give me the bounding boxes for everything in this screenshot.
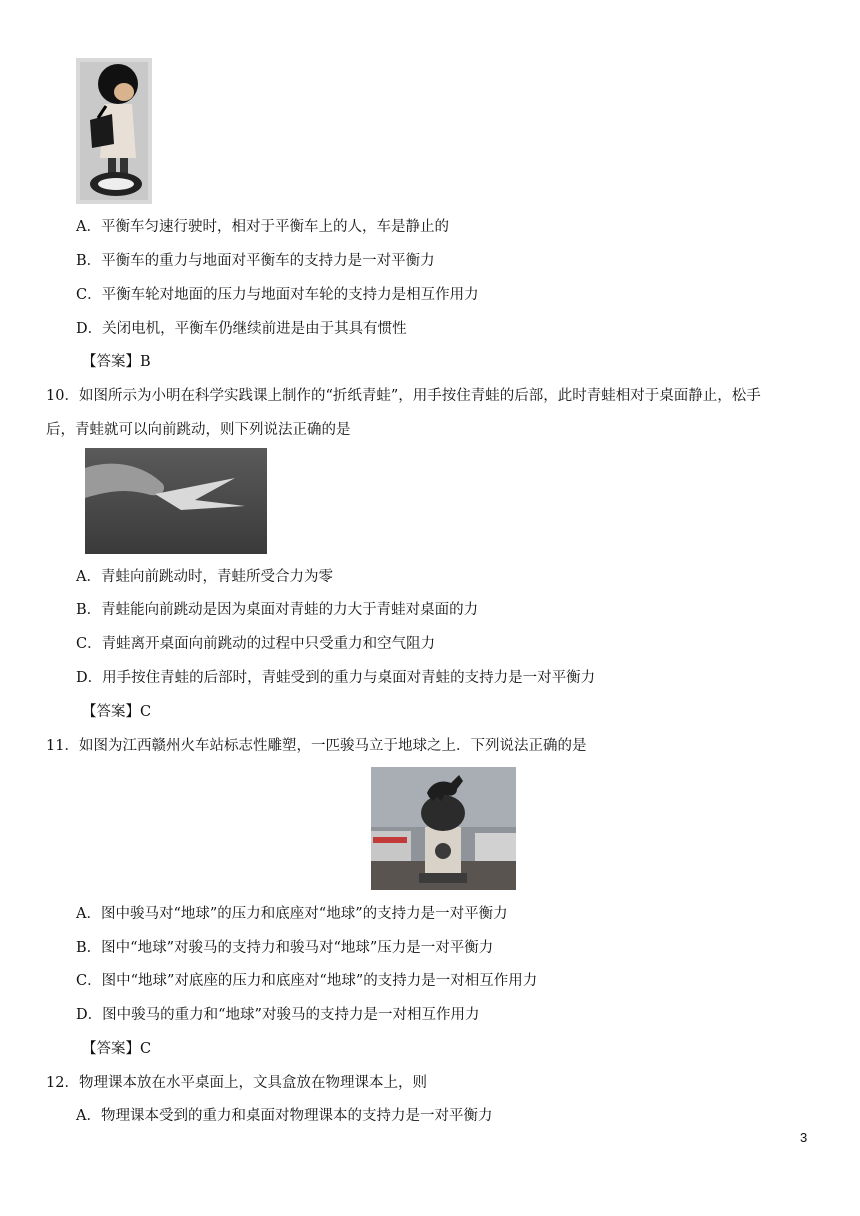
page-number: 3 xyxy=(800,1130,808,1145)
q10-option-b: B．青蛙能向前跳动是因为桌面对青蛙的力大于青蛙对桌面的力 xyxy=(76,602,479,618)
q11-option-b: B．图中“地球”对骏马的支持力和骏马对“地球”压力是一对平衡力 xyxy=(76,940,494,956)
q12-stem-line1: 12．物理课本放在水平桌面上，文具盒放在物理课本上，则 xyxy=(46,1075,427,1091)
q11-stem-line1: 11．如图为江西赣州火车站标志性雕塑，一匹骏马立于地球之上．下列说法正确的是 xyxy=(46,738,587,754)
horse-sculpture-figure xyxy=(371,767,516,890)
q9-option-b: B．平衡车的重力与地面对平衡车的支持力是一对平衡力 xyxy=(76,253,435,269)
q11-option-a: A．图中骏马对“地球”的压力和底座对“地球”的支持力是一对平衡力 xyxy=(76,906,508,922)
q11-answer: 【答案】C xyxy=(82,1041,152,1057)
q9-answer: 【答案】B xyxy=(82,354,151,370)
paper-frog-figure xyxy=(85,448,267,554)
q10-option-d: D．用手按住青蛙的后部时，青蛙受到的重力与桌面对青蛙的支持力是一对平衡力 xyxy=(76,670,596,686)
q11-option-c: C．图中“地球”对底座的压力和底座对“地球”的支持力是一对相互作用力 xyxy=(76,973,538,989)
q10-stem-line2: 后，青蛙就可以向前跳动，则下列说法正确的是 xyxy=(46,422,351,438)
q10-stem-line1: 10．如图所示为小明在科学实践课上制作的“折纸青蛙”，用手按住青蛙的后部，此时青蛙相对于桌面静止，松手 xyxy=(46,388,761,404)
q10-option-c: C．青蛙离开桌面向前跳动的过程中只受重力和空气阻力 xyxy=(76,636,436,652)
balance-car-figure xyxy=(76,58,152,204)
q10-option-a: A．青蛙向前跳动时，青蛙所受合力为零 xyxy=(76,569,333,585)
q9-option-d: D．关闭电机，平衡车仍继续前进是由于其具有惯性 xyxy=(76,321,407,337)
q12-option-a: A．物理课本受到的重力和桌面对物理课本的支持力是一对平衡力 xyxy=(76,1108,493,1124)
q9-option-c: C．平衡车轮对地面的压力与地面对车轮的支持力是相互作用力 xyxy=(76,287,479,303)
q10-answer: 【答案】C xyxy=(82,704,152,720)
q11-option-d: D．图中骏马的重力和“地球”对骏马的支持力是一对相互作用力 xyxy=(76,1007,480,1023)
q9-option-a: A．平衡车匀速行驶时，相对于平衡车上的人，车是静止的 xyxy=(76,219,449,235)
